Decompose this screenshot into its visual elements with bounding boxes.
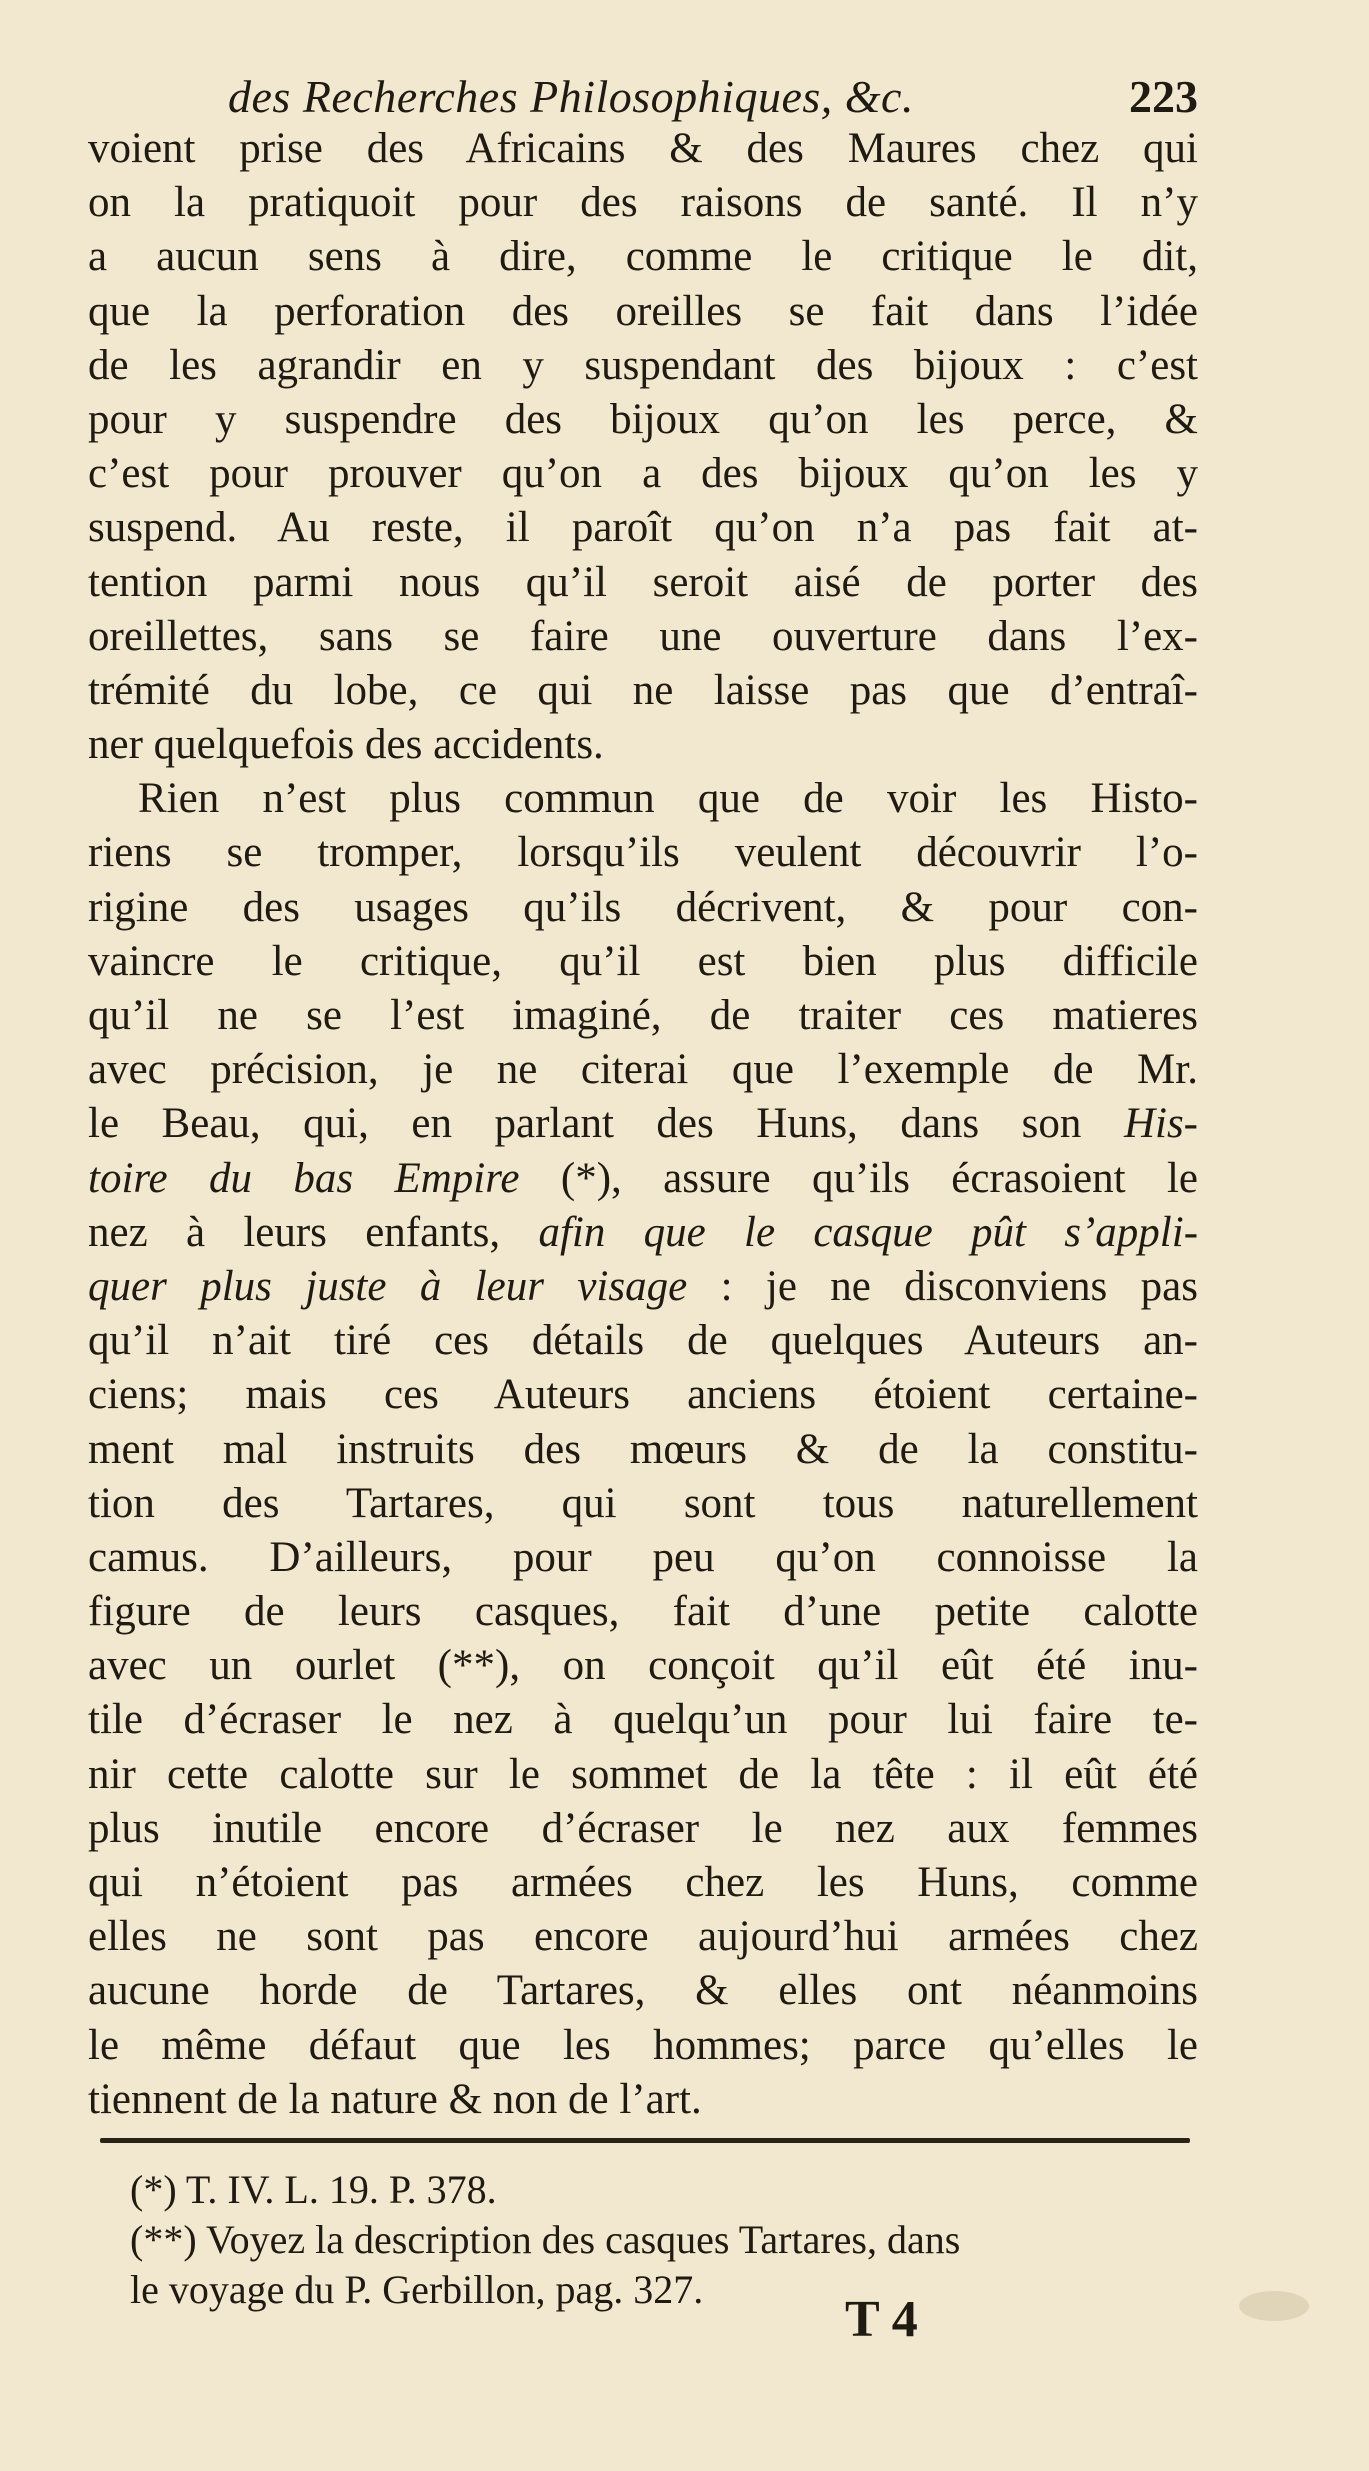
text-line: qui n’étoient pas armées chez les Huns, comme <box>88 1859 1198 1906</box>
footnote: (*) T. IV. L. 19. P. 378. <box>130 2167 497 2212</box>
text-line: aucune horde de Tartares, & elles ont néanmoins <box>88 1967 1198 2015</box>
text-line: que la perforation des oreilles se fait dans l’idée <box>88 287 1198 335</box>
text-line: qu’il ne se l’est imaginé, de traiter ces matieres <box>88 992 1198 1039</box>
text-line <box>88 1260 1198 1314</box>
paper-stain <box>1239 2291 1309 2321</box>
text-line <box>88 1097 1198 1151</box>
text-line: camus. D’ailleurs, pour peu qu’on connoisse la <box>88 1533 1198 1581</box>
text-line: qu’il n’ait tiré ces détails de quelques Auteurs an- <box>88 1317 1198 1365</box>
paragraph-start-line: Rien n’est plus commun que de voir les Histo- <box>138 775 1198 823</box>
text-line: le même défaut que les hommes; parce qu’elles le <box>88 2021 1198 2069</box>
text-line: tile d’écraser le nez à quelqu’un pour lui faire te- <box>88 1696 1198 1744</box>
text-line: pour y suspendre des bijoux qu’on les perce, & <box>88 395 1198 443</box>
running-head: des Recherches Philosophiques, &c. <box>228 71 914 122</box>
italic-book-title: toire du bas Empire <box>88 1154 520 1202</box>
italic-title-fragment: His- <box>1123 1100 1198 1148</box>
text-line: ment mal instruits des mœurs & de la constitu- <box>88 1425 1198 1473</box>
body-text <box>88 122 1198 2127</box>
text-line: de les agrandir en y suspendant des bijoux : c’est <box>88 341 1198 389</box>
text-line: a aucun sens à dire, comme le critique le dit, <box>88 233 1198 281</box>
text-line: voient prise des Africains & des Maures chez qui <box>88 125 1198 172</box>
text-line: tention parmi nous qu’il seroit aisé de porter des <box>88 558 1198 606</box>
text-line: avec précision, je ne citerai que l’exemple de Mr. <box>88 1046 1198 1094</box>
text-line: avec un ourlet (**), on conçoit qu’il eût été inu- <box>88 1642 1198 1690</box>
signature-mark: T 4 <box>845 2291 918 2348</box>
text-line: oreillettes, sans se faire une ouverture dans l’ex- <box>88 612 1198 660</box>
text-line: trémité du lobe, ce qui ne laisse pas que d’entraî- <box>88 666 1198 714</box>
text-line: plus inutile encore d’écraser le nez aux femmes <box>88 1804 1198 1852</box>
text-segment: : je ne disconviens pas <box>720 1262 1198 1310</box>
italic-quote: afin que le casque pût s’appli- <box>538 1208 1199 1256</box>
text-line <box>88 1206 1198 1260</box>
text-line: c’est pour prouver qu’on a des bijoux qu’on les y <box>88 450 1198 498</box>
text-line: ner quelquefois des accidents. <box>88 721 604 769</box>
text-line <box>88 1152 1198 1206</box>
italic-quote: quer plus juste à leur visage <box>88 1262 688 1310</box>
footnote: (**) Voyez la description des casques Tartares, dans <box>130 2217 961 2262</box>
text-line: ciens; mais ces Auteurs anciens étoient certaine- <box>88 1371 1198 1419</box>
footnotes <box>130 2165 1200 2315</box>
text-segment: le Beau, qui, en parlant des Huns, dans son <box>88 1100 1082 1148</box>
text-line: on la pratiquoit pour des raisons de santé. Il n’y <box>88 179 1198 227</box>
text-segment: (*), assure qu’ils écrasoient le <box>560 1154 1199 1202</box>
text-line: tiennent de la nature & non de l’art. <box>88 2075 702 2123</box>
text-line: vaincre le critique, qu’il est bien plus difficile <box>88 937 1198 985</box>
footnote-continuation: le voyage du P. Gerbillon, pag. 327. <box>130 2267 704 2312</box>
text-line: figure de leurs casques, fait d’une petite calotte <box>88 1588 1198 1636</box>
text-line: suspend. Au reste, il paroît qu’on n’a pas fait at- <box>88 504 1198 552</box>
text-line: riens se tromper, lorsqu’ils veulent découvrir l’o- <box>88 829 1198 877</box>
footnote-divider <box>100 2138 1190 2143</box>
text-line: tion des Tartares, qui sont tous naturellement <box>88 1479 1198 1527</box>
text-line: rigine des usages qu’ils décrivent, & pour con- <box>88 883 1198 931</box>
text-line: elles ne sont pas encore aujourd’hui armées chez <box>88 1913 1198 1961</box>
text-segment: nez à leurs enfants, <box>88 1208 501 1256</box>
text-line: nir cette calotte sur le sommet de la tête : il eût été <box>88 1750 1198 1798</box>
page-number: 223 <box>1129 71 1198 122</box>
